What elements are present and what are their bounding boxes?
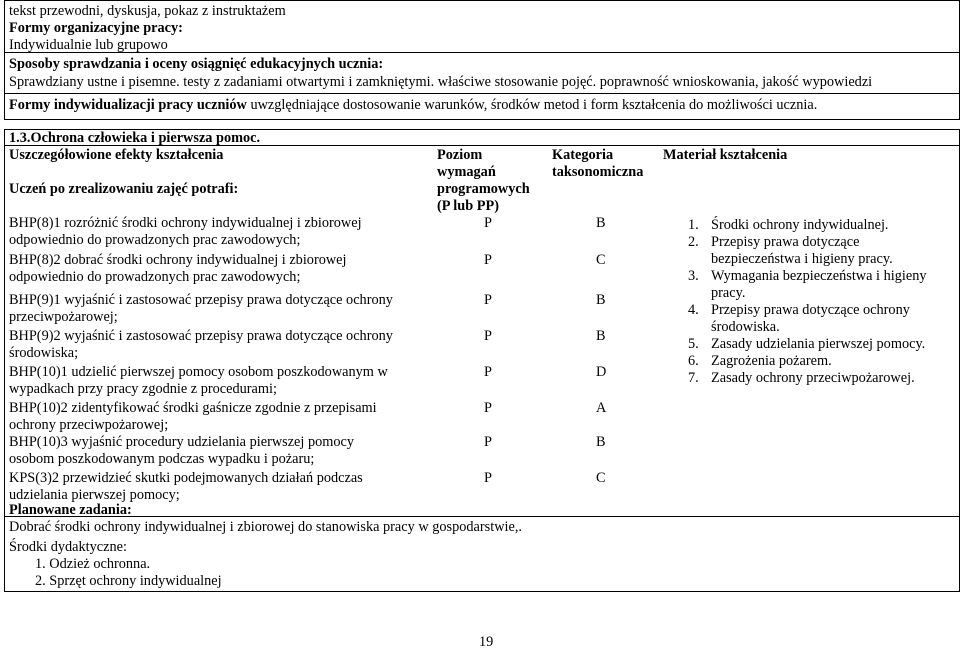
- material-number: 7.: [688, 370, 699, 386]
- col-level-header: [437, 147, 530, 215]
- col-category-header: [552, 147, 643, 181]
- effect-category: A: [596, 400, 607, 416]
- effect-line: BHP(10)3 wyjaśnić procedury udzielania pierwszej pomocy: [9, 434, 355, 450]
- material-number: 3.: [688, 268, 699, 284]
- effect-line: BHP(9)1 wyjaśnić i zastosować przepisy prawa dotyczące ochrony: [9, 292, 393, 308]
- effect-line: BHP(10)1 udzielić pierwszej pomocy osobom poszkodowanym w: [9, 364, 388, 380]
- material-number: 1.: [688, 217, 699, 233]
- teaching-aid-item: 1. Odzież ochronna.: [35, 556, 151, 572]
- page-number: 19: [479, 634, 494, 650]
- effect-category: B: [596, 434, 606, 450]
- effect-category: C: [596, 470, 606, 486]
- material-item: Przepisy prawa dotyczące: [711, 234, 860, 250]
- effect-line: odpowiednio do prowadzonych prac zawodowych;: [9, 269, 301, 285]
- effect-line: udzielania pierwszej pomocy;: [9, 487, 180, 503]
- effect-line: BHP(8)2 dobrać środki ochrony indywidualnej i zbiorowej: [9, 252, 347, 268]
- planned-tasks-heading: Planowane zadania:: [9, 502, 132, 518]
- teaching-aids-heading: Środki dydaktyczne:: [9, 539, 127, 555]
- individualization-text: [9, 97, 817, 114]
- individualization-heading: Formy indywidualizacji pracy uczniów: [9, 97, 247, 113]
- effect-level: P: [484, 215, 492, 231]
- col-level-header-line: Poziom: [437, 147, 483, 163]
- col-level-header-line: wymagań: [437, 164, 496, 180]
- effect-category: B: [596, 292, 606, 308]
- effect-line: ochrony przeciwpożarowej;: [9, 417, 169, 433]
- effect-line: BHP(10)2 zidentyfikować środki gaśnicze zgodnie z przepisami: [9, 400, 377, 416]
- col-material-header: Materiał kształcenia: [663, 147, 788, 163]
- effect-category: B: [596, 328, 606, 344]
- col-effects-header: Uszczegółowione efekty kształcenia: [9, 147, 224, 163]
- assessment-heading: Sposoby sprawdzania i oceny osiągnięć edukacyjnych ucznia:: [9, 56, 384, 72]
- individualization-rest: uwzględniające dostosowanie warunków, środków metod i form kształcenia do możliwości ucznia.: [246, 97, 818, 113]
- material-item: pracy.: [711, 285, 746, 301]
- effect-level: P: [484, 328, 492, 344]
- material-item: Zasady udzielania pierwszej pomocy.: [711, 336, 926, 352]
- teaching-aid-item: 2. Sprzęt ochrony indywidualnej: [35, 573, 222, 589]
- col-level-header-line: programowych: [437, 181, 530, 197]
- material-item: Wymagania bezpieczeństwa i higieny: [711, 268, 927, 284]
- effect-category: C: [596, 252, 606, 268]
- effect-category: B: [596, 215, 606, 231]
- teaching-methods-text: tekst przewodni, dyskusja, pokaz z instruktażem: [9, 3, 286, 19]
- col-category-header-line: Kategoria: [552, 147, 614, 163]
- assessment-text: Sprawdziany ustne i pisemne. testy z zadaniami otwartymi i zamkniętymi. właściwe stosowanie pojęć. poprawność wnioskowania, jakość wypowiedzi: [9, 74, 873, 90]
- divider: [4, 516, 960, 517]
- material-item: Zasady ochrony przeciwpożarowej.: [711, 370, 915, 386]
- col-level-header-line: (P lub PP): [437, 198, 499, 214]
- effect-line: przeciwpożarowej;: [9, 309, 118, 325]
- effect-level: P: [484, 292, 492, 308]
- effect-line: odpowiednio do prowadzonych prac zawodowych;: [9, 232, 301, 248]
- effect-level: P: [484, 364, 492, 380]
- effect-category: D: [596, 364, 607, 380]
- material-number: 2.: [688, 234, 699, 250]
- col-category-header-line: taksonomiczna: [552, 164, 644, 180]
- org-forms-text: Indywidualnie lub grupowo: [9, 37, 168, 53]
- material-item: Przepisy prawa dotyczące ochrony: [711, 302, 910, 318]
- material-number: 6.: [688, 353, 699, 369]
- section-title: 1.3.Ochrona człowieka i pierwsza pomoc.: [9, 130, 261, 146]
- material-item: bezpieczeństwa i higieny pracy.: [711, 251, 893, 267]
- effect-line: BHP(8)1 rozróżnić środki ochrony indywidualnej i zbiorowej: [9, 215, 362, 231]
- divider: [4, 93, 960, 94]
- effect-line: BHP(9)2 wyjaśnić i zastosować przepisy prawa dotyczące ochrony: [9, 328, 393, 344]
- org-forms-heading: Formy organizacyjne pracy:: [9, 20, 183, 36]
- material-number: 5.: [688, 336, 699, 352]
- effect-line: osobom poszkodowanym podczas wypadku i pożaru;: [9, 451, 315, 467]
- effect-line: KPS(3)2 przewidzieć skutki podejmowanych działań podczas: [9, 470, 363, 486]
- effect-level: P: [484, 252, 492, 268]
- effect-line: wypadkach przy pracy zgodnie z procedurami;: [9, 381, 277, 397]
- effect-level: P: [484, 434, 492, 450]
- col-effects-subheader: Uczeń po zrealizowaniu zajęć potrafi:: [9, 181, 239, 197]
- planned-tasks-text: Dobrać środki ochrony indywidualnej i zbiorowej do stanowiska pracy w gospodarstwie,.: [9, 519, 522, 535]
- material-item: Środki ochrony indywidualnej.: [711, 217, 889, 233]
- effect-level: P: [484, 470, 492, 486]
- effect-line: środowiska;: [9, 345, 79, 361]
- material-number: 4.: [688, 302, 699, 318]
- effect-level: P: [484, 400, 492, 416]
- material-item: środowiska.: [711, 319, 780, 335]
- material-item: Zagrożenia pożarem.: [711, 353, 832, 369]
